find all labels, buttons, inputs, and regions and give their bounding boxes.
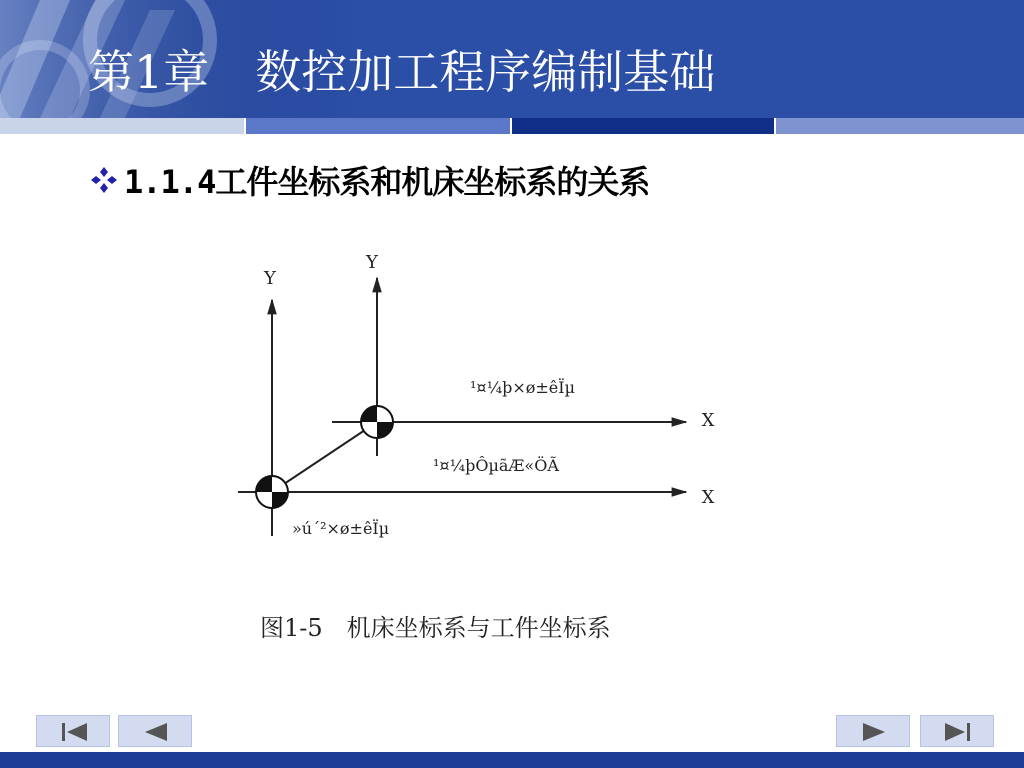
machine-coordinate-label: »ú´²×ø±êÏµ [292,519,390,538]
previous-slide-icon [119,716,193,748]
machine-x-label: X [701,487,715,508]
slide-footer-bar [0,752,1024,768]
work-origin-symbol [361,406,393,438]
work-y-label: Y [366,252,378,273]
last-slide-icon [921,716,995,748]
bullet-text: 1.1.4工件坐标系和机床坐标系的关系 [124,163,650,201]
first-slide-button[interactable] [36,715,110,747]
first-slide-icon [37,716,111,748]
work-coordinate-label: ¹¤¼þ×ø±êÏµ [470,378,575,397]
next-slide-button[interactable] [836,715,910,747]
slide-title: 第1章 数控加工程序编制基础 [88,45,716,99]
work-x-label: X [701,410,715,431]
machine-y-label: Y [264,268,276,289]
machine-origin-symbol [256,476,288,508]
figure-caption: 图1-5 机床坐标系与工件坐标系 [260,614,611,642]
origin-offset-label: ¹¤¼þÔµãÆ«ÖÃ [433,456,559,475]
last-slide-button[interactable] [920,715,994,747]
origin-offset-line [272,422,377,492]
previous-slide-button[interactable] [118,715,192,747]
next-slide-icon [837,716,911,748]
